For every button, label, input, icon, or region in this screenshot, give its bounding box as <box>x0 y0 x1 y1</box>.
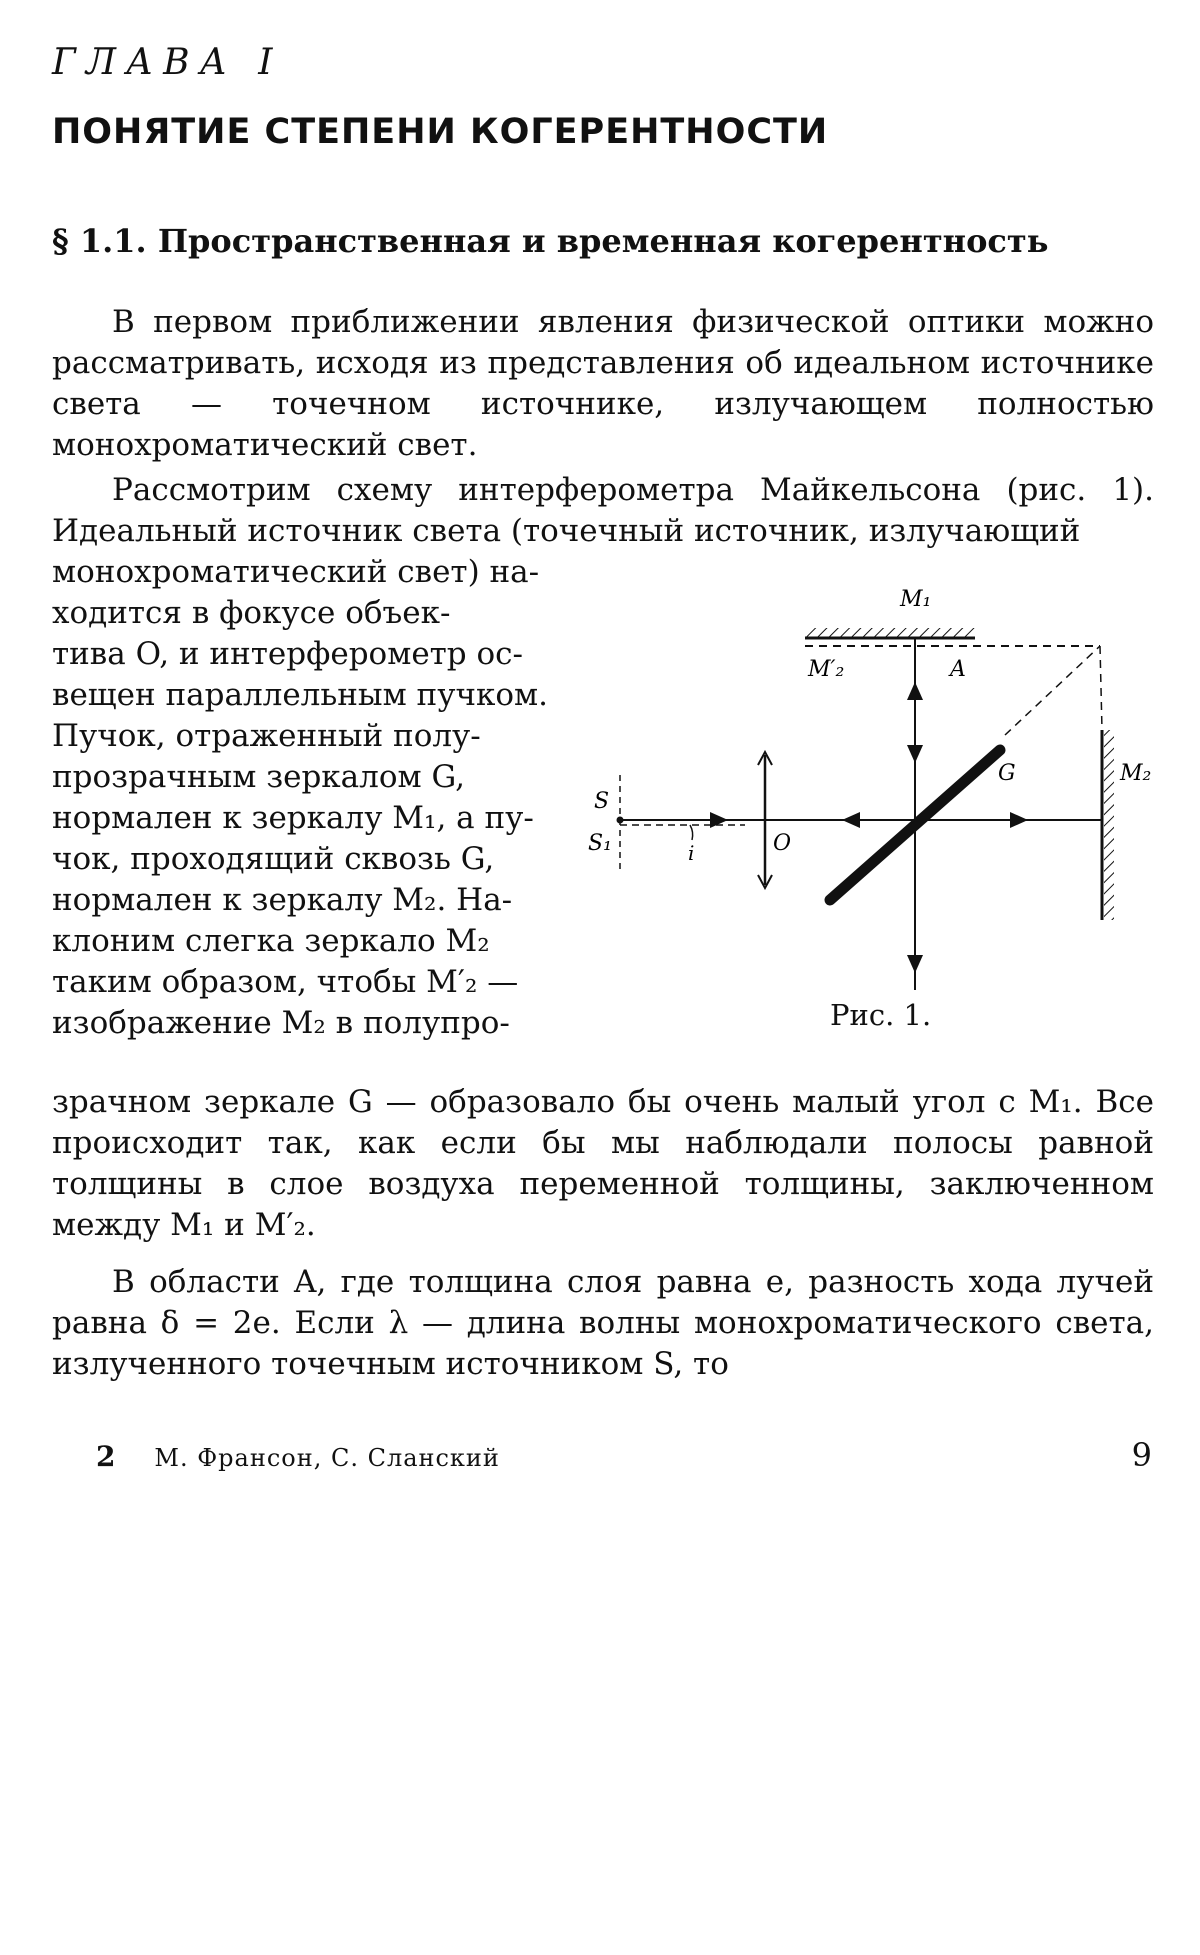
page-number: 9 <box>1131 1436 1152 1474</box>
label-a: A <box>950 657 966 682</box>
label-o: O <box>773 831 792 856</box>
label-s: S <box>594 789 610 814</box>
text-line: клоним слегка зеркало M₂ <box>52 923 490 959</box>
label-m2-prime: M′₂ <box>808 657 845 682</box>
chapter-label: ГЛАВА I <box>52 42 283 83</box>
mirror-m2 <box>1104 730 1114 920</box>
label-m2: M₂ <box>1120 761 1152 786</box>
text-line: ходится в фокусе объек- <box>52 595 451 631</box>
text-line: чок, проходящий сквозь G, <box>52 841 495 877</box>
michelson-interferometer-figure <box>580 580 1160 1060</box>
footer-authors: М. Франсон, С. Сланский <box>154 1444 500 1472</box>
text-line: изображение M₂ в полупро- <box>52 1005 510 1041</box>
section-title: § 1.1. Пространственная и временная когерентность <box>52 222 1049 260</box>
text-line: нормален к зеркалу M₂. На- <box>52 882 513 918</box>
footer-signature <box>96 1440 500 1473</box>
label-s1: S₁ <box>588 831 612 856</box>
text-line: Пучок, отраженный полу- <box>52 718 481 754</box>
paragraph-3: зрачном зеркале G — образовало бы очень малый угол с M₁. Все происходит так, как если бы мы наблюдали полосы равной толщины в слое воздуха переменной толщины, заключенном между M₁ и M′₂. <box>52 1084 1154 1243</box>
printer-signature: 2 <box>96 1440 116 1473</box>
text-line: прозрачным зеркалом G, <box>52 759 465 795</box>
text-line: нормален к зеркалу M₁, а пу- <box>52 800 534 836</box>
paragraph-4: В области A, где толщина слоя равна e, разность хода лучей равна δ = 2e. Если λ — длина волны монохроматического света, излученного точечным источником S, то <box>52 1264 1154 1382</box>
text-line: тива O, и интерферометр ос- <box>52 636 524 672</box>
wrapped-text <box>52 552 558 1044</box>
label-g: G <box>998 761 1016 786</box>
source-s <box>617 817 624 824</box>
chapter-title: ПОНЯТИЕ СТЕПЕНИ КОГЕРЕНТНОСТИ <box>52 112 829 152</box>
label-i: i <box>688 841 695 865</box>
text-line: монохроматический свет) на- <box>52 554 540 590</box>
text-line: таким образом, чтобы M′₂ — <box>52 964 519 1000</box>
text-line: вещен параллельным пучком. <box>52 677 548 713</box>
figure-caption: Рис. 1. <box>830 998 932 1032</box>
label-m1: M₁ <box>900 587 932 612</box>
paragraph-2: Рассмотрим схему интерферометра Майкельсона (рис. 1). Идеальный источник света (точечный источник, излучающий <box>52 472 1154 549</box>
paragraph-1: В первом приближении явления физической оптики можно рассматривать, исходя из представления об идеальном источнике света — точечном источнике, излучающем полностью монохроматический свет. <box>52 304 1154 463</box>
